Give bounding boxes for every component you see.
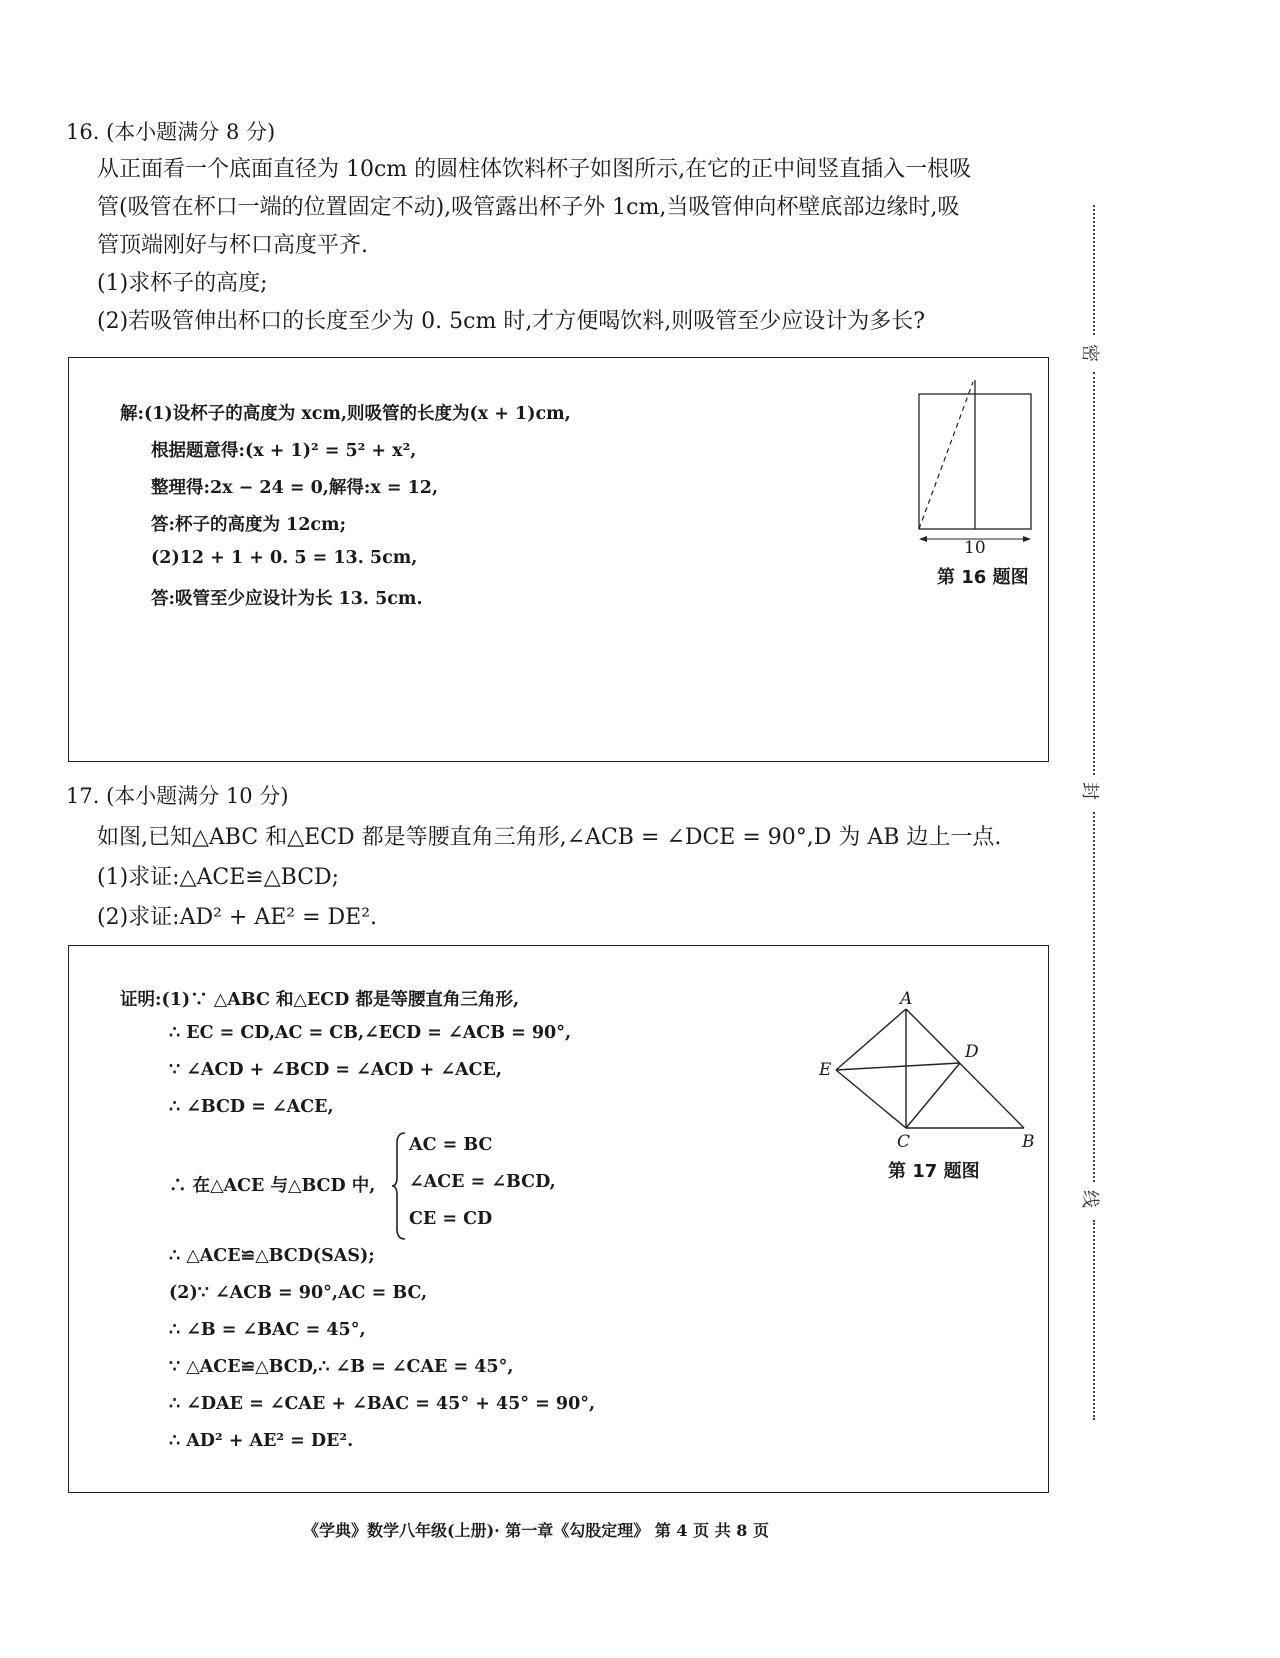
segment-ed [836,1063,960,1070]
q16-figure-caption: 第 16 题图 [937,567,1029,588]
q16-solution-line-4: 答:杯子的高度为 12cm; [151,515,347,535]
q17-solution-line-5: ∴ 在△ACE 与△BCD 中, [169,1176,376,1196]
q16-part-2: (2)若吸管伸出杯口的长度至少为 0. 5cm 时,才方便喝饮料,则吸管至少应设计为多长? [97,309,926,334]
q17-solution-line-6: ∴ △ACE≌△BCD(SAS); [169,1246,375,1266]
seal-mark-3: 线 [1079,1190,1100,1208]
seal-dotted-line-4 [1093,1220,1095,1420]
system-line-2: ∠ACE = ∠BCD, [409,1172,556,1192]
seal-dotted-line-3 [1093,812,1095,1182]
page-footer: 《学典》数学八年级(上册)· 第一章《勾股定理》 第 4 页 共 8 页 [303,1521,769,1540]
triangle-abc [812,1008,974,1108]
q17-solution-line-7: (2)∵ ∠ACB = 90°,AC = BC, [169,1283,428,1303]
q17-solution-line-2: ∴ EC = CD,AC = CB,∠ECD = ∠ACB = 90°, [169,1023,572,1043]
point-c-label: C [897,1132,911,1152]
point-e-label: E [819,1060,832,1080]
q16-solution-line-2: 根据题意得:(x + 1)² = 5² + x², [151,441,417,461]
q16-body-line-3: 管顶端刚好与杯口高度平齐. [97,233,368,258]
point-d-label: D [965,1042,979,1062]
q16-answer-box [68,357,1049,762]
seal-mark-1: 密 [1079,344,1100,362]
segment-cd [906,1063,960,1128]
seal-mark-2: 封 [1079,782,1100,800]
system-brace [391,1131,407,1241]
q17-answer-box [68,945,1049,1493]
segment-ab [906,1009,1024,1128]
q17-figure-caption: 第 17 题图 [888,1161,980,1182]
triangle-figure [809,986,1049,1136]
q16-part-1: (1)求杯子的高度; [97,271,268,296]
q16-solution-line-6: 答:吸管至少应设计为长 13. 5cm. [151,589,423,609]
system-line-1: AC = BC [409,1135,493,1155]
q17-solution-line-11: ∴ AD² + AE² = DE². [169,1431,354,1451]
seal-dotted-line-2 [1093,372,1095,775]
dimension-arrow-left [919,536,927,542]
cup-diameter-label: 10 [964,538,986,558]
straw-tilted [919,382,973,529]
cup-figure [909,372,1039,552]
point-b-label: B [1022,1132,1035,1152]
q16-header: 16. (本小题满分 8 分) [66,120,276,144]
dimension-arrow-right [1023,536,1031,542]
q17-part-2: (2)求证:AD² + AE² = DE². [97,905,378,930]
q17-solution-line-4: ∴ ∠BCD = ∠ACE, [169,1097,334,1117]
q16-body-line-2: 管(吸管在杯口一端的位置固定不动),吸管露出杯子外 1cm,当吸管伸向杯壁底部边缘时,吸 [97,195,960,220]
q16-solution-line-3: 整理得:2x − 24 = 0,解得:x = 12, [151,478,439,498]
system-line-3: CE = CD [409,1209,493,1229]
q17-part-1: (1)求证:△ACE≌△BCD; [97,865,340,890]
q16-solution-line-1: 解:(1)设杯子的高度为 xcm,则吸管的长度为(x + 1)cm, [120,404,571,424]
q17-solution-line-9: ∵ △ACE≌△BCD,∴ ∠B = ∠CAE = 45°, [169,1357,514,1377]
q17-solution-line-1: 证明:(1)∵ △ABC 和△ECD 都是等腰直角三角形, [120,990,520,1010]
q17-solution-line-10: ∴ ∠DAE = ∠CAE + ∠BAC = 45° + 45° = 90°, [169,1394,596,1414]
segment-ec [836,1070,906,1128]
q17-header: 17. (本小题满分 10 分) [66,784,289,808]
q17-solution-line-8: ∴ ∠B = ∠BAC = 45°, [169,1320,366,1340]
q16-body-line-1: 从正面看一个底面直径为 10cm 的圆柱体饮料杯子如图所示,在它的正中间竖直插入一根吸 [97,157,972,182]
seal-dotted-line-1 [1093,205,1095,335]
point-a-label: A [900,989,913,1009]
q17-body: 如图,已知△ABC 和△ECD 都是等腰直角三角形,∠ACB = ∠DCE = 90°,D 为 AB 边上一点. [97,825,1002,850]
q16-solution-line-5: (2)12 + 1 + 0. 5 = 13. 5cm, [151,548,418,568]
segment-ea [836,1009,906,1070]
q17-solution-line-3: ∵ ∠ACD + ∠BCD = ∠ACD + ∠ACE, [169,1060,502,1080]
